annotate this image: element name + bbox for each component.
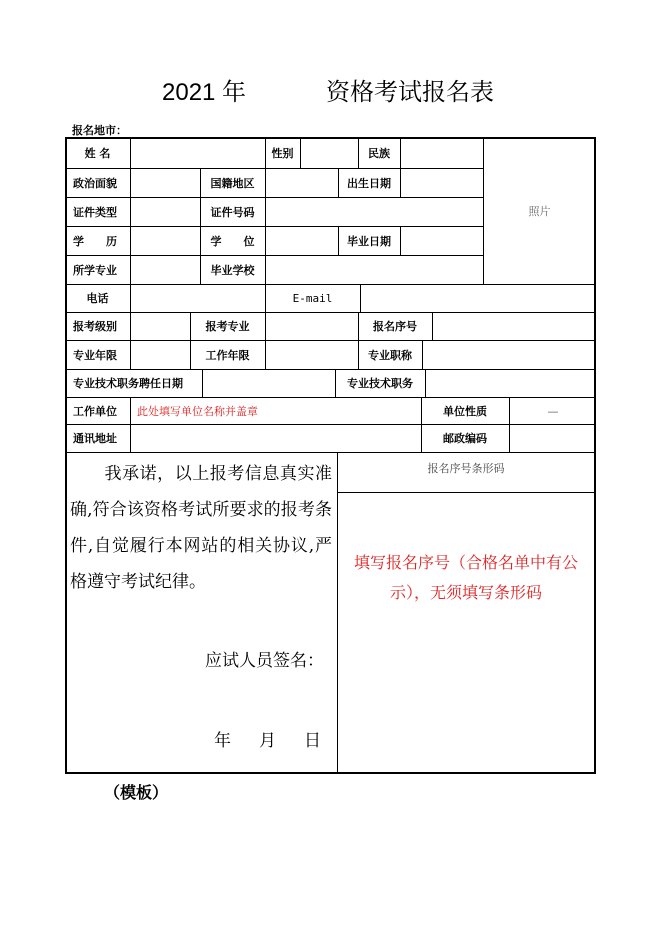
id-number-label: 证件号码	[210, 205, 255, 219]
birth-date-field[interactable]	[401, 169, 483, 197]
reg-number-field[interactable]	[433, 313, 596, 340]
work-unit-label: 工作单位	[73, 404, 117, 418]
exam-major-field[interactable]	[266, 313, 358, 340]
template-footer: （模板）	[104, 783, 169, 802]
registration-city-label: 报名地市：	[72, 124, 127, 137]
appoint-date-field[interactable]	[203, 370, 335, 397]
major-years-field[interactable]	[131, 341, 190, 369]
appoint-date-label: 专业技术职务聘任日期	[73, 377, 183, 390]
phone-field[interactable]	[131, 285, 265, 312]
nationality-label: 国籍地区	[210, 176, 255, 190]
degree-field[interactable]	[266, 227, 338, 255]
phone-label: 电话	[86, 292, 109, 305]
address-label: 通讯地址	[73, 432, 117, 445]
date-month-label: 月	[259, 731, 276, 751]
tech-position-field[interactable]	[426, 370, 596, 397]
grad-date-label: 毕业日期	[347, 234, 391, 248]
id-number-field[interactable]	[266, 198, 483, 226]
title-year: 2021 年	[162, 79, 247, 106]
gender-label: 性别	[271, 146, 294, 160]
photo-area[interactable]: 照片	[528, 204, 551, 218]
title-name: 资格考试报名表	[326, 78, 494, 106]
prof-title-label: 专业职称	[368, 348, 412, 362]
date-day-label: 日	[304, 731, 321, 751]
political-field[interactable]	[131, 169, 200, 197]
email-field[interactable]	[361, 285, 596, 312]
education-field[interactable]	[131, 227, 200, 255]
birth-date-label: 出生日期	[347, 176, 391, 190]
major-label: 所学专业	[73, 263, 117, 277]
barcode-title: 报名序号条形码	[427, 462, 505, 475]
pledge-body: 我承诺，以上报考信息真实准确,符合该资格考试所要求的报考条件,自觉履行本网站的相关协议,严格遵守考试纪律。	[70, 464, 332, 592]
ethnicity-field[interactable]	[401, 138, 483, 168]
work-years-field[interactable]	[266, 341, 358, 369]
major-field[interactable]	[131, 256, 200, 284]
school-field[interactable]	[266, 256, 483, 284]
address-field[interactable]	[131, 425, 421, 452]
date-year-label: 年	[214, 731, 231, 751]
pledge-text	[70, 456, 332, 600]
reg-number-label: 报名序号	[373, 320, 417, 333]
exam-level-field[interactable]	[131, 313, 190, 340]
signature-label: 应试人员签名：	[205, 651, 324, 671]
nationality-field[interactable]	[266, 169, 338, 197]
name-field[interactable]	[131, 138, 265, 168]
work-years-label: 工作年限	[205, 348, 250, 362]
grad-date-field[interactable]	[401, 227, 483, 255]
exam-level-label: 报考级别	[73, 320, 117, 333]
school-label: 毕业学校	[210, 263, 255, 277]
gender-field[interactable]	[301, 138, 358, 168]
tech-position-label: 专业技术职务	[347, 377, 413, 390]
prof-title-field[interactable]	[423, 341, 596, 369]
postcode-field[interactable]	[510, 425, 596, 452]
education-label: 学 历	[73, 234, 117, 248]
id-type-label: 证件类型	[73, 205, 117, 219]
barcode-note[interactable]: 填写报名序号（合格名单中有公示），无须填写条形码	[353, 553, 578, 602]
email-label: E-mail	[292, 291, 333, 305]
unit-nature-label: 单位性质	[443, 404, 487, 418]
degree-label: 学 位	[210, 234, 255, 248]
id-type-field[interactable]	[131, 198, 200, 226]
major-years-label: 专业年限	[73, 348, 117, 362]
name-label: 姓 名	[84, 146, 111, 160]
form-title	[0, 72, 662, 108]
exam-major-label: 报考专业	[205, 320, 250, 333]
ethnicity-label: 民族	[368, 146, 390, 160]
unit-nature-field[interactable]: —	[547, 404, 559, 418]
work-unit-field[interactable]: 此处填写单位名称并盖章	[137, 405, 258, 418]
postcode-label: 邮政编码	[443, 432, 487, 445]
political-label: 政治面貌	[73, 176, 117, 190]
